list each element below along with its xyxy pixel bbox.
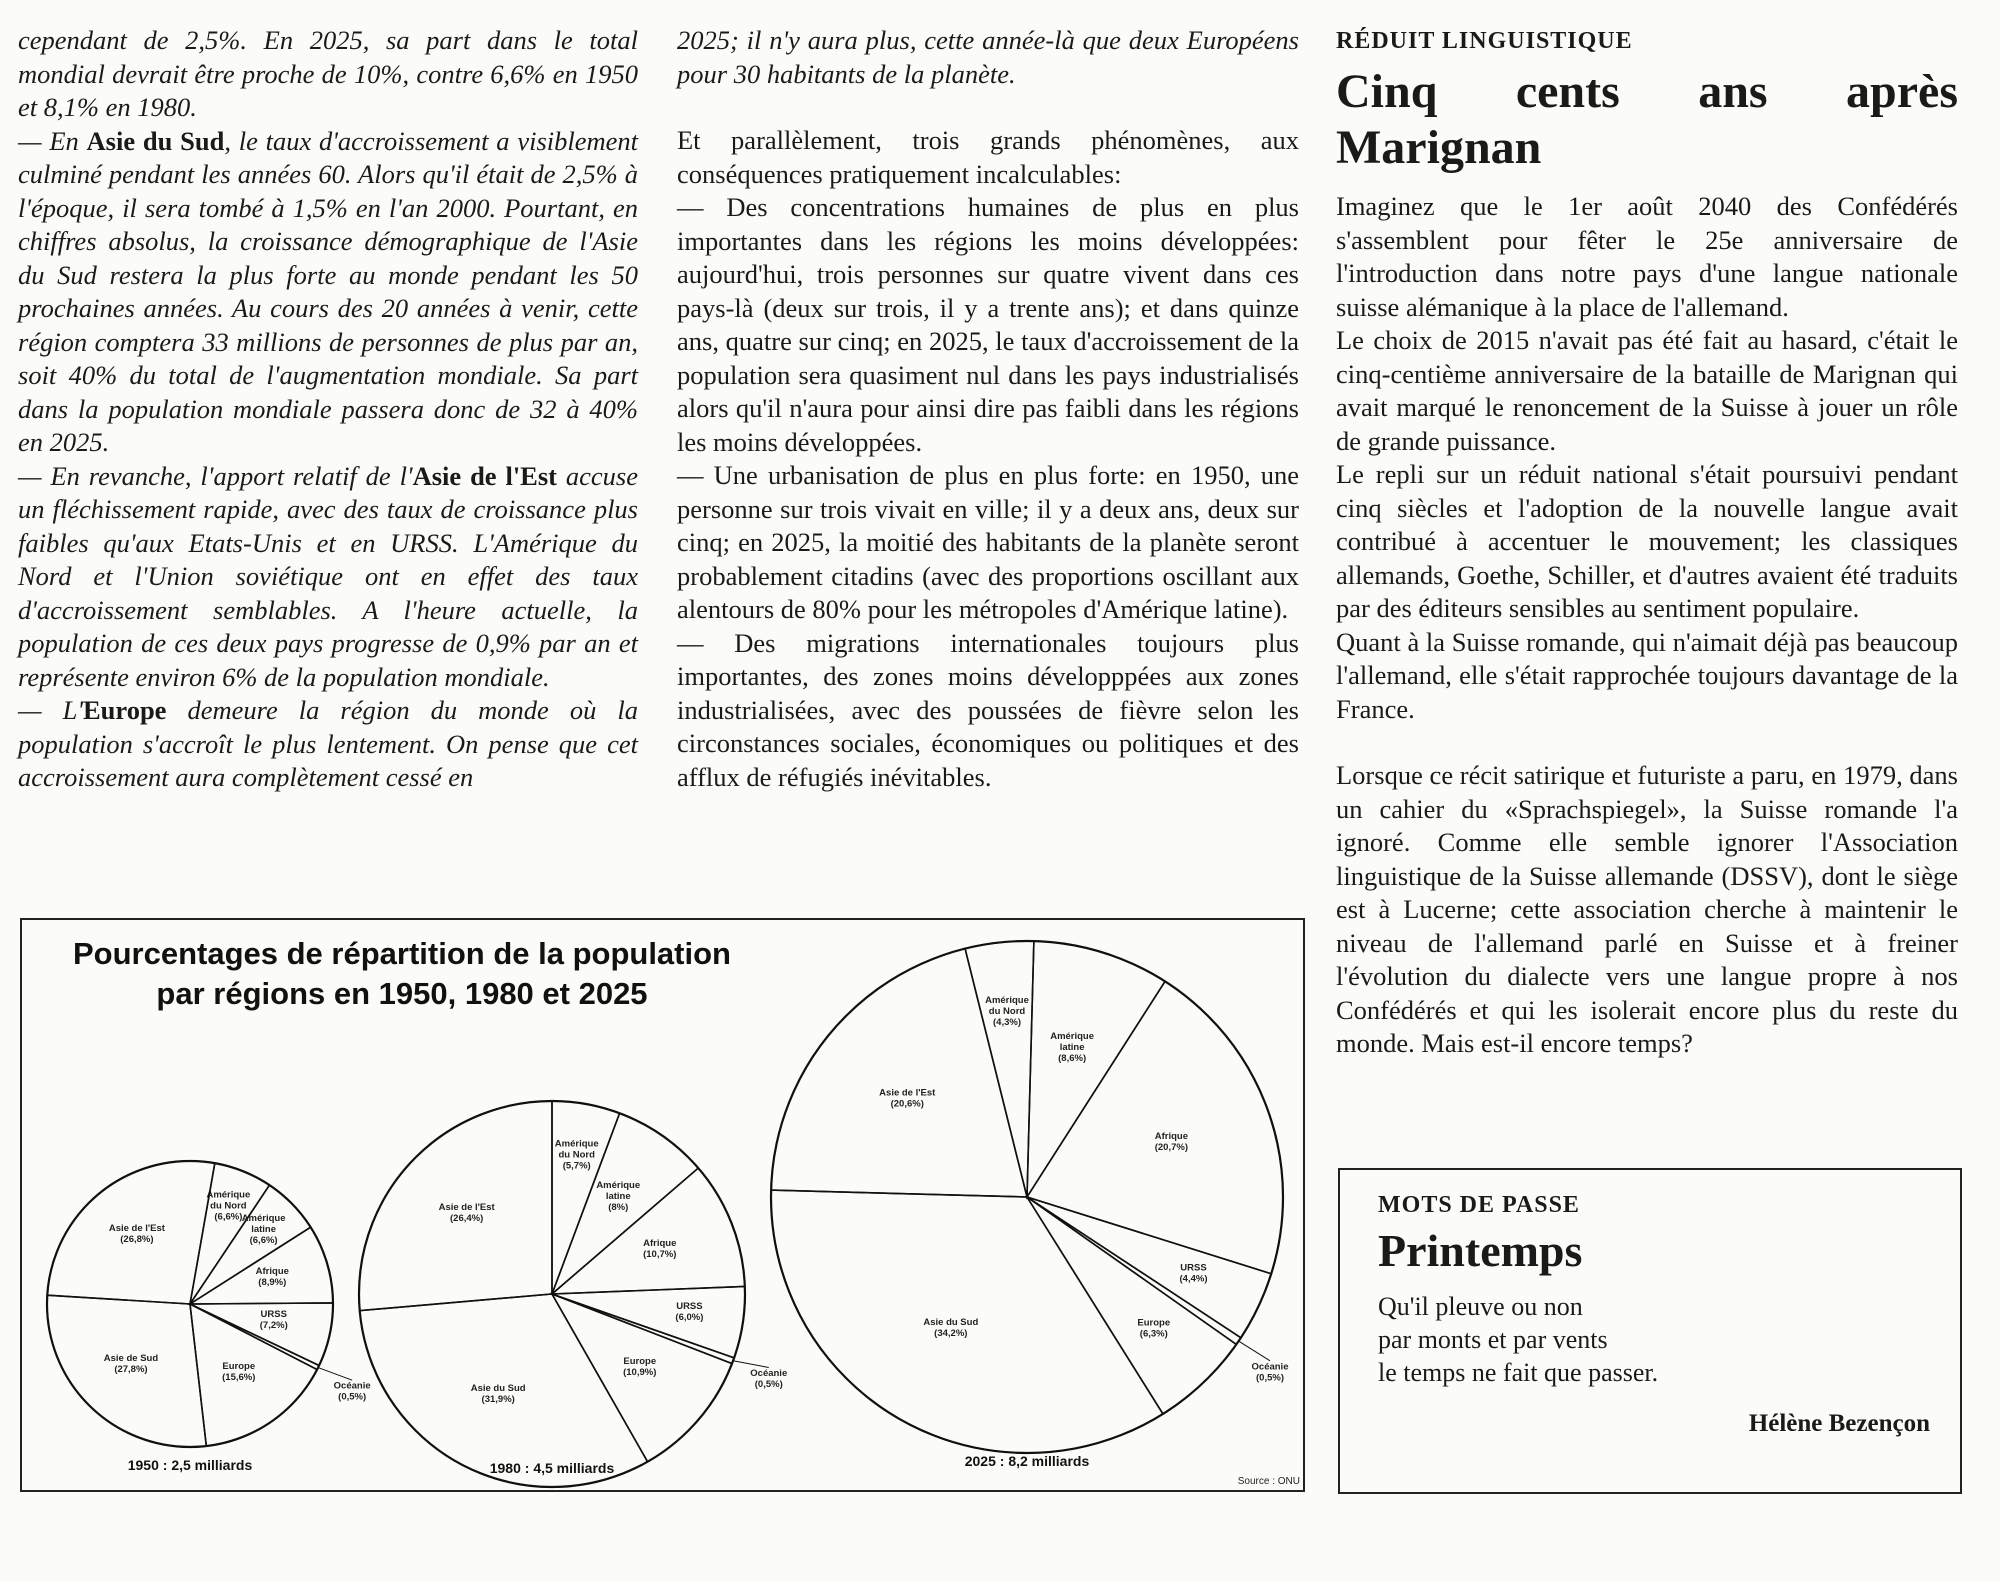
slice-label-line: (10,9%) [623,1367,657,1379]
slice-label-line: (4,3%) [993,1016,1021,1028]
paragraph: Le repli sur un réduit national s'était poursuivi pendant cinq siècles et l'adoption de la nouvelle langue avait contribué à accentuer le mouvement; les classiques allemands, Goethe, Schiller, et d'autres avaient été traduits par des éditeurs sensibles au sentiment populaire. [1336,459,1958,623]
slice-label-line: (0,5%) [1256,1372,1285,1384]
slice-label-line: (6,0%) [675,1312,704,1324]
slice-label-line: Amérique [985,994,1029,1006]
slice-label-line: (4,4%) [1179,1273,1208,1285]
slice-label-line: URSS [1180,1262,1207,1274]
slice-label-line: Asie du Sud [923,1316,979,1328]
article-column-1 [18,24,638,795]
slice-label [675,1301,703,1323]
slice-label-line: Amérique [596,1180,641,1192]
slice-label-line: Asie de l'Est [438,1202,495,1214]
slice-label-line: Amérique [206,1189,251,1201]
slice-label [222,1361,255,1383]
slice-label-line: (20,6%) [890,1098,924,1110]
text: demeure la région du monde où la population s'accroît le plus lentement. On pense que cet accroissement aura complètement cessé en [18,695,638,792]
slice-label-line: Europe [222,1361,256,1373]
article-headline: Cinq cents ans après Marignan [1336,65,1958,174]
slice-label-line: (8,6%) [1058,1053,1087,1065]
paragraph: — Des concentrations humaines de plus en plus importantes dans les régions les moins développées: aujourd'hui, trois personnes sur quatre vivent dans ces pays-là (deux sur trois, il y a trente ans); et dans quinze ans, quatre sur cinq; en 2025, le taux d'accroissement de la population sera quasiment nul dans les pays industrialisés alors qu'il n'aura pour ainsi dire pas faibli dans les régions les moins développées. [677,192,1299,457]
slice-label [260,1309,288,1331]
slice-label-line: du Nord [210,1200,247,1212]
chart-title-line-1: Pourcentages de répartition de la population [73,936,731,971]
slice-label [1155,1131,1188,1153]
paragraph-europe [18,694,638,795]
region-name: Asie du Sud [86,125,225,156]
slice-label-line: (6,3%) [1139,1328,1168,1340]
slice-label-line: Asie de l'Est [108,1223,165,1235]
dash: — L' [18,695,83,725]
chart-source: Source : ONU [1237,1476,1300,1487]
slice-label [1137,1317,1170,1339]
poem-line: le temps ne fait que passer. [1378,1358,1659,1387]
text: accuse un fléchissement rapide, avec des taux de croissance plus faibles qu'aux Etats-Unis et en URSS. L'Amérique du Nord et l'Union soviétique ont en effet des taux d'accroissement semblables. A l'heure actuelle, la population de ces deux pays progresse de 0,9% par an et représente environ 6% de la population mondiale. [18,460,638,692]
paragraph: — Des migrations internationales toujours plus importantes, des zones moins développpées aux zones industrialisées, avec des poussées de fièvre selon les circonstances sociales, économiques ou politiques et des afflux de réfugiés inévitables. [677,627,1299,792]
slice-label-line: (26,4%) [450,1213,484,1225]
dash: — En revanche, l'apport relatif de l' [18,460,413,491]
slice-label-line: (31,9%) [481,1394,515,1406]
slice-label-line: (27,8%) [114,1363,148,1375]
population-pie-charts [20,918,1305,1492]
leader-line [318,1368,352,1381]
signature: Hélène Bezençon [1748,1410,1930,1437]
poem-kicker: MOTS DE PASSE [1378,1192,1580,1218]
slice-label [623,1356,656,1378]
pie-charts-svg [22,920,1303,1490]
pie-caption: 1980 : 4,5 milliards [489,1460,615,1476]
slice-label-line: latine [1059,1042,1085,1054]
slice-label [1252,1361,1289,1383]
slice-label-line: (8,9%) [258,1277,287,1289]
slice-label-line: (0,5%) [754,1378,783,1390]
article-column-2 [677,24,1299,794]
section-kicker: RÉDUIT LINGUISTIQUE [1336,28,1633,54]
slice-label-line: (5,7%) [562,1160,591,1172]
leader-line [1239,1341,1270,1361]
slice-label-line: Asie de Sud [103,1352,159,1364]
slice-label-line: (0,5%) [338,1391,367,1403]
slice-label-line: (6,6%) [214,1211,243,1223]
slice-label-line: (34,2%) [934,1327,968,1339]
slice-label-line: latine [251,1224,277,1236]
slice-label-line: (15,6%) [222,1372,256,1384]
paragraph: cependant de 2,5%. En 2025, sa part dans le total mondial devrait être proche de 10%, contre 6,6% en 1950 et 8,1% en 1980. [18,25,638,122]
paragraph-asie-du-sud [18,125,638,460]
paragraph: Et parallèlement, trois grands phénomènes, aux conséquences pratiquement incalculables: [677,125,1299,189]
article-column-3 [1336,24,1958,1061]
slice-label [643,1238,676,1260]
slice-label-line: Amérique [1050,1031,1095,1043]
slice-label-line: (10,7%) [643,1249,677,1261]
poem-box [1338,1168,1962,1494]
slice-label-line: du Nord [988,1005,1026,1017]
paragraph: 2025; il n'y aura plus, cette année-là que deux Européens pour 30 habitants de la planète. [677,25,1299,89]
slice-label-line: Europe [623,1356,657,1368]
slice-label [1180,1263,1208,1285]
slice-label-line: URSS [676,1301,703,1313]
slice-label-line: Asie de l'Est [879,1087,936,1099]
slice-label-line: du Nord [558,1149,595,1161]
slice-label-line: Amérique [554,1138,599,1150]
slice-label-line: (7,2%) [259,1320,288,1332]
poem-line: Qu'il pleuve ou non [1378,1292,1583,1321]
paragraph: Lorsque ce récit satirique et futuriste a paru, en 1979, dans un cahier du «Sprachspiegel», la Suisse romande l'a ignoré. Comme elle semble ignorer l'Association linguistique de la Suisse allemande (DSSV), dont le siège est à Lucerne; cette association cherche à maintenir le niveau de l'allemand parlé en Suisse et à freiner l'évolution du dialecte vers une langue propre à nos Confédérés et qui les isolerait encore plus du reste du monde. Mais est-il encore temps? [1336,760,1958,1058]
slice-label-line: (20,7%) [1154,1142,1189,1154]
pie-caption: 1950 : 2,5 milliards [127,1457,253,1473]
text: , le taux d'accroissement a visiblement culminé pendant les années 60. Alors qu'il était de 2,5% à l'époque, il sera tombé à 1,5% en l'an 2000. Pourtant, en chiffres absolus, la croissance démographique de l'Asie du Sud restera la plus forte au monde pendant les 50 prochaines années. Au cours des 20 années à venir, cette région comptera 33 millions de personnes de plus par an, soit 40% du total de l'augmentation mondiale. Sa part dans la population mondiale passera donc de 32 à 40% en 2025. [18,125,638,457]
paragraph: — Une urbanisation de plus en plus forte: en 1950, une personne sur trois vivait en ville; il y a deux ans, deux sur cinq; en 2025, la moitié des habitants de la planète seront probablement citadins (avec des proportions oscillant aux alentours de 80% pour les métropoles d'Amérique latine). [677,460,1299,624]
pie-caption: 2025 : 8,2 milliards [964,1453,1090,1469]
slice-label-line: Océanie [1251,1361,1289,1373]
slice-label [750,1368,787,1390]
slice-label-line: Océanie [750,1367,788,1379]
slice-label-line: (8%) [608,1202,629,1214]
slice-label-line: Afrique [643,1238,677,1250]
chart-title-line-2: par régions en 1950, 1980 et 2025 [156,976,648,1011]
slice-label-line: URSS [260,1309,287,1321]
slice-label-line: Asie du Sud [470,1383,526,1395]
region-name: Europe [83,695,167,725]
slice-label [256,1266,289,1288]
slice-label-line: (6,6%) [249,1235,278,1247]
dash: — En [18,125,87,156]
slice-label [334,1381,371,1403]
slice-label-line: Afrique [1154,1131,1188,1143]
paragraph: Imaginez que le 1er août 2040 des Confédérés s'assemblent pour fêter le 25e anniversaire de l'introduction dans notre pays d'une langue nationale suisse alémanique à la place de l'allemand. [1336,191,1958,322]
slice-label-line: (26,8%) [120,1234,154,1246]
region-name: Asie de l'Est [412,460,557,491]
slice-label-line: Océanie [333,1380,371,1392]
paragraph: Le choix de 2015 n'avait pas été fait au hasard, c'était le cinq-centième anniversaire de la bataille de Marignan qui avait marqué le renoncement de la Suisse à jouer un rôle de grande puissance. [1336,325,1958,456]
poem-line: par monts et par vents [1378,1325,1608,1354]
paragraph: Quant à la Suisse romande, qui n'aimait déjà pas beaucoup l'allemand, elle s'était rapprochée toujours davantage de la France. [1336,626,1958,724]
poem-title: Printemps [1378,1225,1583,1276]
leader-line [733,1361,769,1368]
slice-label-line: latine [605,1191,631,1203]
slice-label-line: Europe [1137,1317,1171,1329]
slice-label-line: Afrique [255,1266,289,1278]
slice-label-line: Amérique [241,1213,286,1225]
paragraph-asie-de-l-est [18,460,638,695]
